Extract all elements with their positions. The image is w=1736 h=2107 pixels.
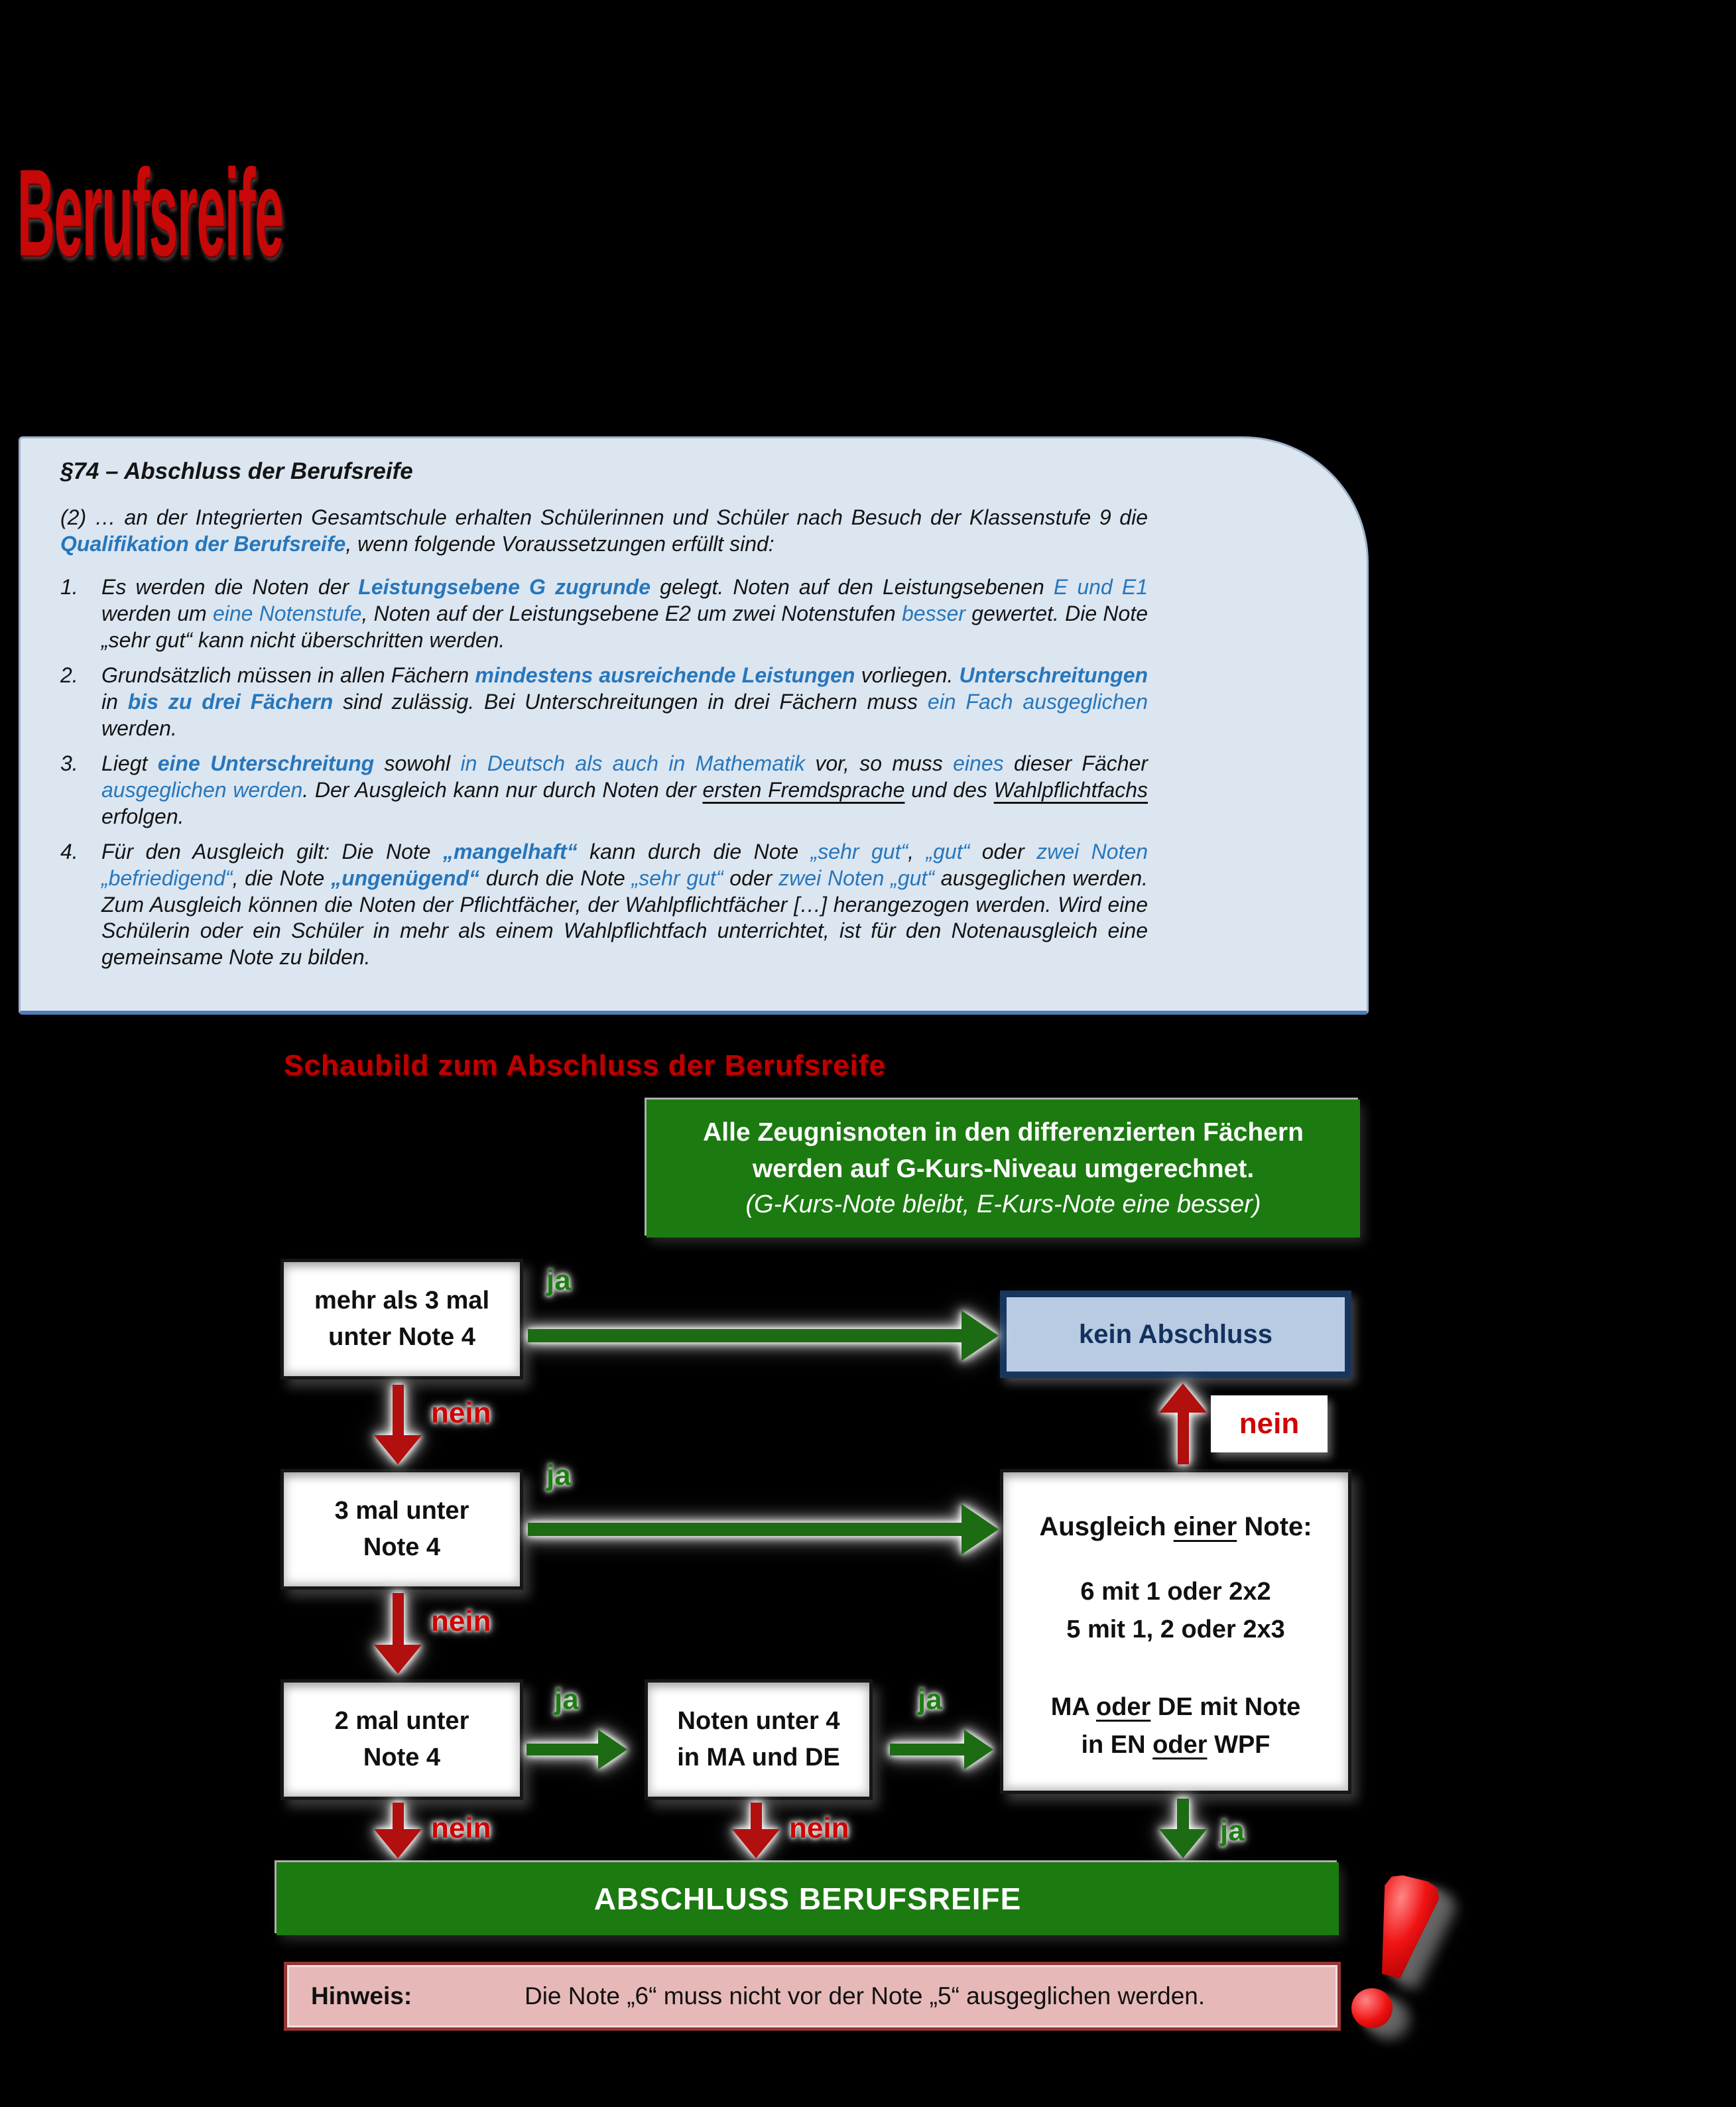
arrow-ja-to-kein-abschluss <box>528 1310 999 1361</box>
hinweis-label: Hinweis: <box>311 1982 412 2010</box>
arrow-shaft <box>393 1803 404 1829</box>
node-line: 3 mal unter <box>334 1496 469 1525</box>
arrow-head <box>961 1504 999 1555</box>
law-item-text: Es werden die Noten der Leistungsebene G zugrunde gelegt. Noten auf den Leistungsebenen E und E1 werden um eine Notenstufe, Noten auf der Leistungsebene E2 um zwei Notenstufen besser gewertet. Die Note „sehr gut“ kann nicht überschritten werden. <box>101 575 1148 652</box>
law-item-number: 4. <box>60 840 78 864</box>
hinweis-bar <box>284 1962 1341 2031</box>
arrow-head <box>374 1645 422 1674</box>
info-box-line3: (G-Kurs-Note bleibt, E-Kurs-Note eine besser) <box>745 1190 1261 1219</box>
node-2-times-under-4 <box>280 1679 523 1800</box>
arrow-shaft <box>528 1523 961 1536</box>
arrow-head <box>374 1829 422 1858</box>
arrow-head <box>1159 1829 1207 1858</box>
arrow-ja-ma-de-to-ausgleich <box>890 1730 993 1769</box>
node-line: 2 mal unter <box>334 1706 469 1735</box>
law-item-2 <box>60 663 1148 741</box>
node-line: unter Note 4 <box>328 1323 475 1351</box>
label-ja: ja <box>554 1683 579 1716</box>
arrow-nein-1 <box>369 1385 427 1464</box>
law-item-text: Für den Ausgleich gilt: Die Note „mangelhaft“ kann durch die Note „sehr gut“, „gut“ oder zwei Noten „befriedigend“, die Note „ungenügend“ durch die Note „sehr gut“ oder zwei Noten „gut“ ausgeglichen werden. Zum Ausgleich können die Noten der Pflichtfächer, der Wahlpflichtfächer […] herangezogen werden. Wird eine Schülerin oder ein Schüler in mehr als einem Wahlpflichtfach unterrichtet, ist für den Notenausgleich eine gemeinsame Note zu bilden. <box>101 840 1148 970</box>
node-more-than-3-under-4 <box>280 1259 523 1379</box>
label-nein: nein <box>789 1812 849 1844</box>
law-item-number: 1. <box>60 575 78 600</box>
diagram-heading: Schaubild zum Abschluss der Berufsreife <box>284 1049 886 1082</box>
hinweis-text: Die Note „6“ muss nicht vor der Note „5“ ausgeglichen werden. <box>524 1982 1206 2010</box>
exclamation-icon <box>1339 1870 1512 2063</box>
ausgleich-rule: 5 mit 1, 2 oder 2x3 <box>1066 1616 1285 1643</box>
arrow-nein-3 <box>369 1803 427 1858</box>
info-box <box>647 1100 1360 1238</box>
node-notes-under-4-ma-de <box>645 1679 873 1800</box>
law-heading: §74 – Abschluss der Berufsreife <box>60 458 413 484</box>
law-intro: (2) … an der Integrierten Gesamtschule erhalten Schülerinnen und Schüler nach Besuch der Klassenstufe 9 die Qualifikation der Berufsreife, wenn folgende Voraussetzungen erfüllt sind: <box>60 505 1148 556</box>
law-item-3 <box>60 751 1148 830</box>
law-paragraph-box <box>19 436 1369 1015</box>
info-box-line2: werden auf G-Kurs-Niveau umgerechnet. <box>752 1155 1255 1184</box>
info-box-line1: Alle Zeugnisnoten in den differenzierten Fächern <box>703 1117 1304 1147</box>
node-line: Note 4 <box>363 1533 441 1561</box>
node-label: kein Abschluss <box>1079 1319 1272 1349</box>
label-ja: ja <box>1220 1815 1245 1847</box>
node-line: in MA und DE <box>677 1744 840 1771</box>
arrow-head <box>964 1730 993 1769</box>
arrow-head <box>732 1829 780 1858</box>
arrow-shaft <box>890 1744 964 1756</box>
arrow-head <box>598 1730 627 1769</box>
node-line: mehr als 3 mal <box>314 1286 490 1314</box>
label-nein-boxed <box>1211 1395 1328 1452</box>
arrow-shaft <box>393 1385 404 1435</box>
arrow-nein-up-to-kein-abschluss <box>1154 1383 1212 1464</box>
label-nein: nein <box>431 1397 491 1429</box>
ausgleich-rule: MA oder DE mit Note <box>1050 1693 1301 1721</box>
law-item-1 <box>60 574 1148 653</box>
ausgleich-rule: in EN oder WPF <box>1081 1731 1271 1759</box>
node-line: Noten unter 4 <box>677 1706 840 1735</box>
law-item-number: 3. <box>60 751 78 776</box>
law-item-text: Grundsätzlich müssen in allen Fächern mindestens ausreichende Leistungen vorliegen. Unterschreitungen in bis zu drei Fächern sind zulässig. Bei Unterschreitungen in drei Fächern muss ein Fach ausgeglichen werden. <box>101 663 1148 740</box>
arrow-shaft <box>527 1744 598 1756</box>
ausgleich-rule: 6 mit 1 oder 2x2 <box>1080 1578 1271 1606</box>
label-ja: ja <box>546 1264 571 1297</box>
arrow-head <box>961 1310 999 1361</box>
ausgleich-title: Ausgleich einer Note: <box>1039 1512 1312 1541</box>
law-item-4 <box>60 839 1148 970</box>
page-title: Berufsreife <box>17 143 283 282</box>
law-item-number: 2. <box>60 663 78 688</box>
arrow-shaft <box>1177 1799 1189 1829</box>
label-nein: nein <box>1239 1407 1300 1440</box>
node-3-times-under-4 <box>280 1469 523 1590</box>
abschluss-bar: ABSCHLUSS BERUFSREIFE <box>277 1862 1339 1935</box>
arrow-shaft <box>1178 1413 1189 1464</box>
node-line: Note 4 <box>363 1744 441 1771</box>
label-ja: ja <box>546 1459 571 1492</box>
arrow-head <box>374 1435 422 1464</box>
law-item-text: Liegt eine Unterschreitung sowohl in Deutsch als auch in Mathematik vor, so muss eines dieser Fächer ausgeglichen werden. Der Ausgleich kann nur durch Noten der ersten Fremdsprache und des Wahlpflichtfachs erfolgen. <box>101 751 1148 828</box>
arrow-ja-to-ma-de <box>527 1730 627 1769</box>
arrow-shaft <box>393 1593 404 1645</box>
arrow-head <box>1159 1383 1207 1413</box>
node-kein-abschluss <box>1000 1291 1351 1378</box>
arrow-nein-4 <box>727 1803 785 1858</box>
node-ausgleich <box>1000 1469 1351 1794</box>
arrow-nein-2 <box>369 1593 427 1674</box>
exclamation-dot <box>1351 1988 1393 2028</box>
arrow-shaft <box>528 1329 961 1342</box>
label-nein: nein <box>431 1812 491 1844</box>
arrow-shaft <box>751 1803 762 1829</box>
arrow-ja-down-to-abschluss <box>1154 1799 1212 1858</box>
label-ja: ja <box>918 1683 942 1716</box>
arrow-ja-to-ausgleich <box>528 1504 999 1555</box>
exclamation-wedge <box>1363 1872 1444 1984</box>
label-nein: nein <box>431 1605 491 1637</box>
